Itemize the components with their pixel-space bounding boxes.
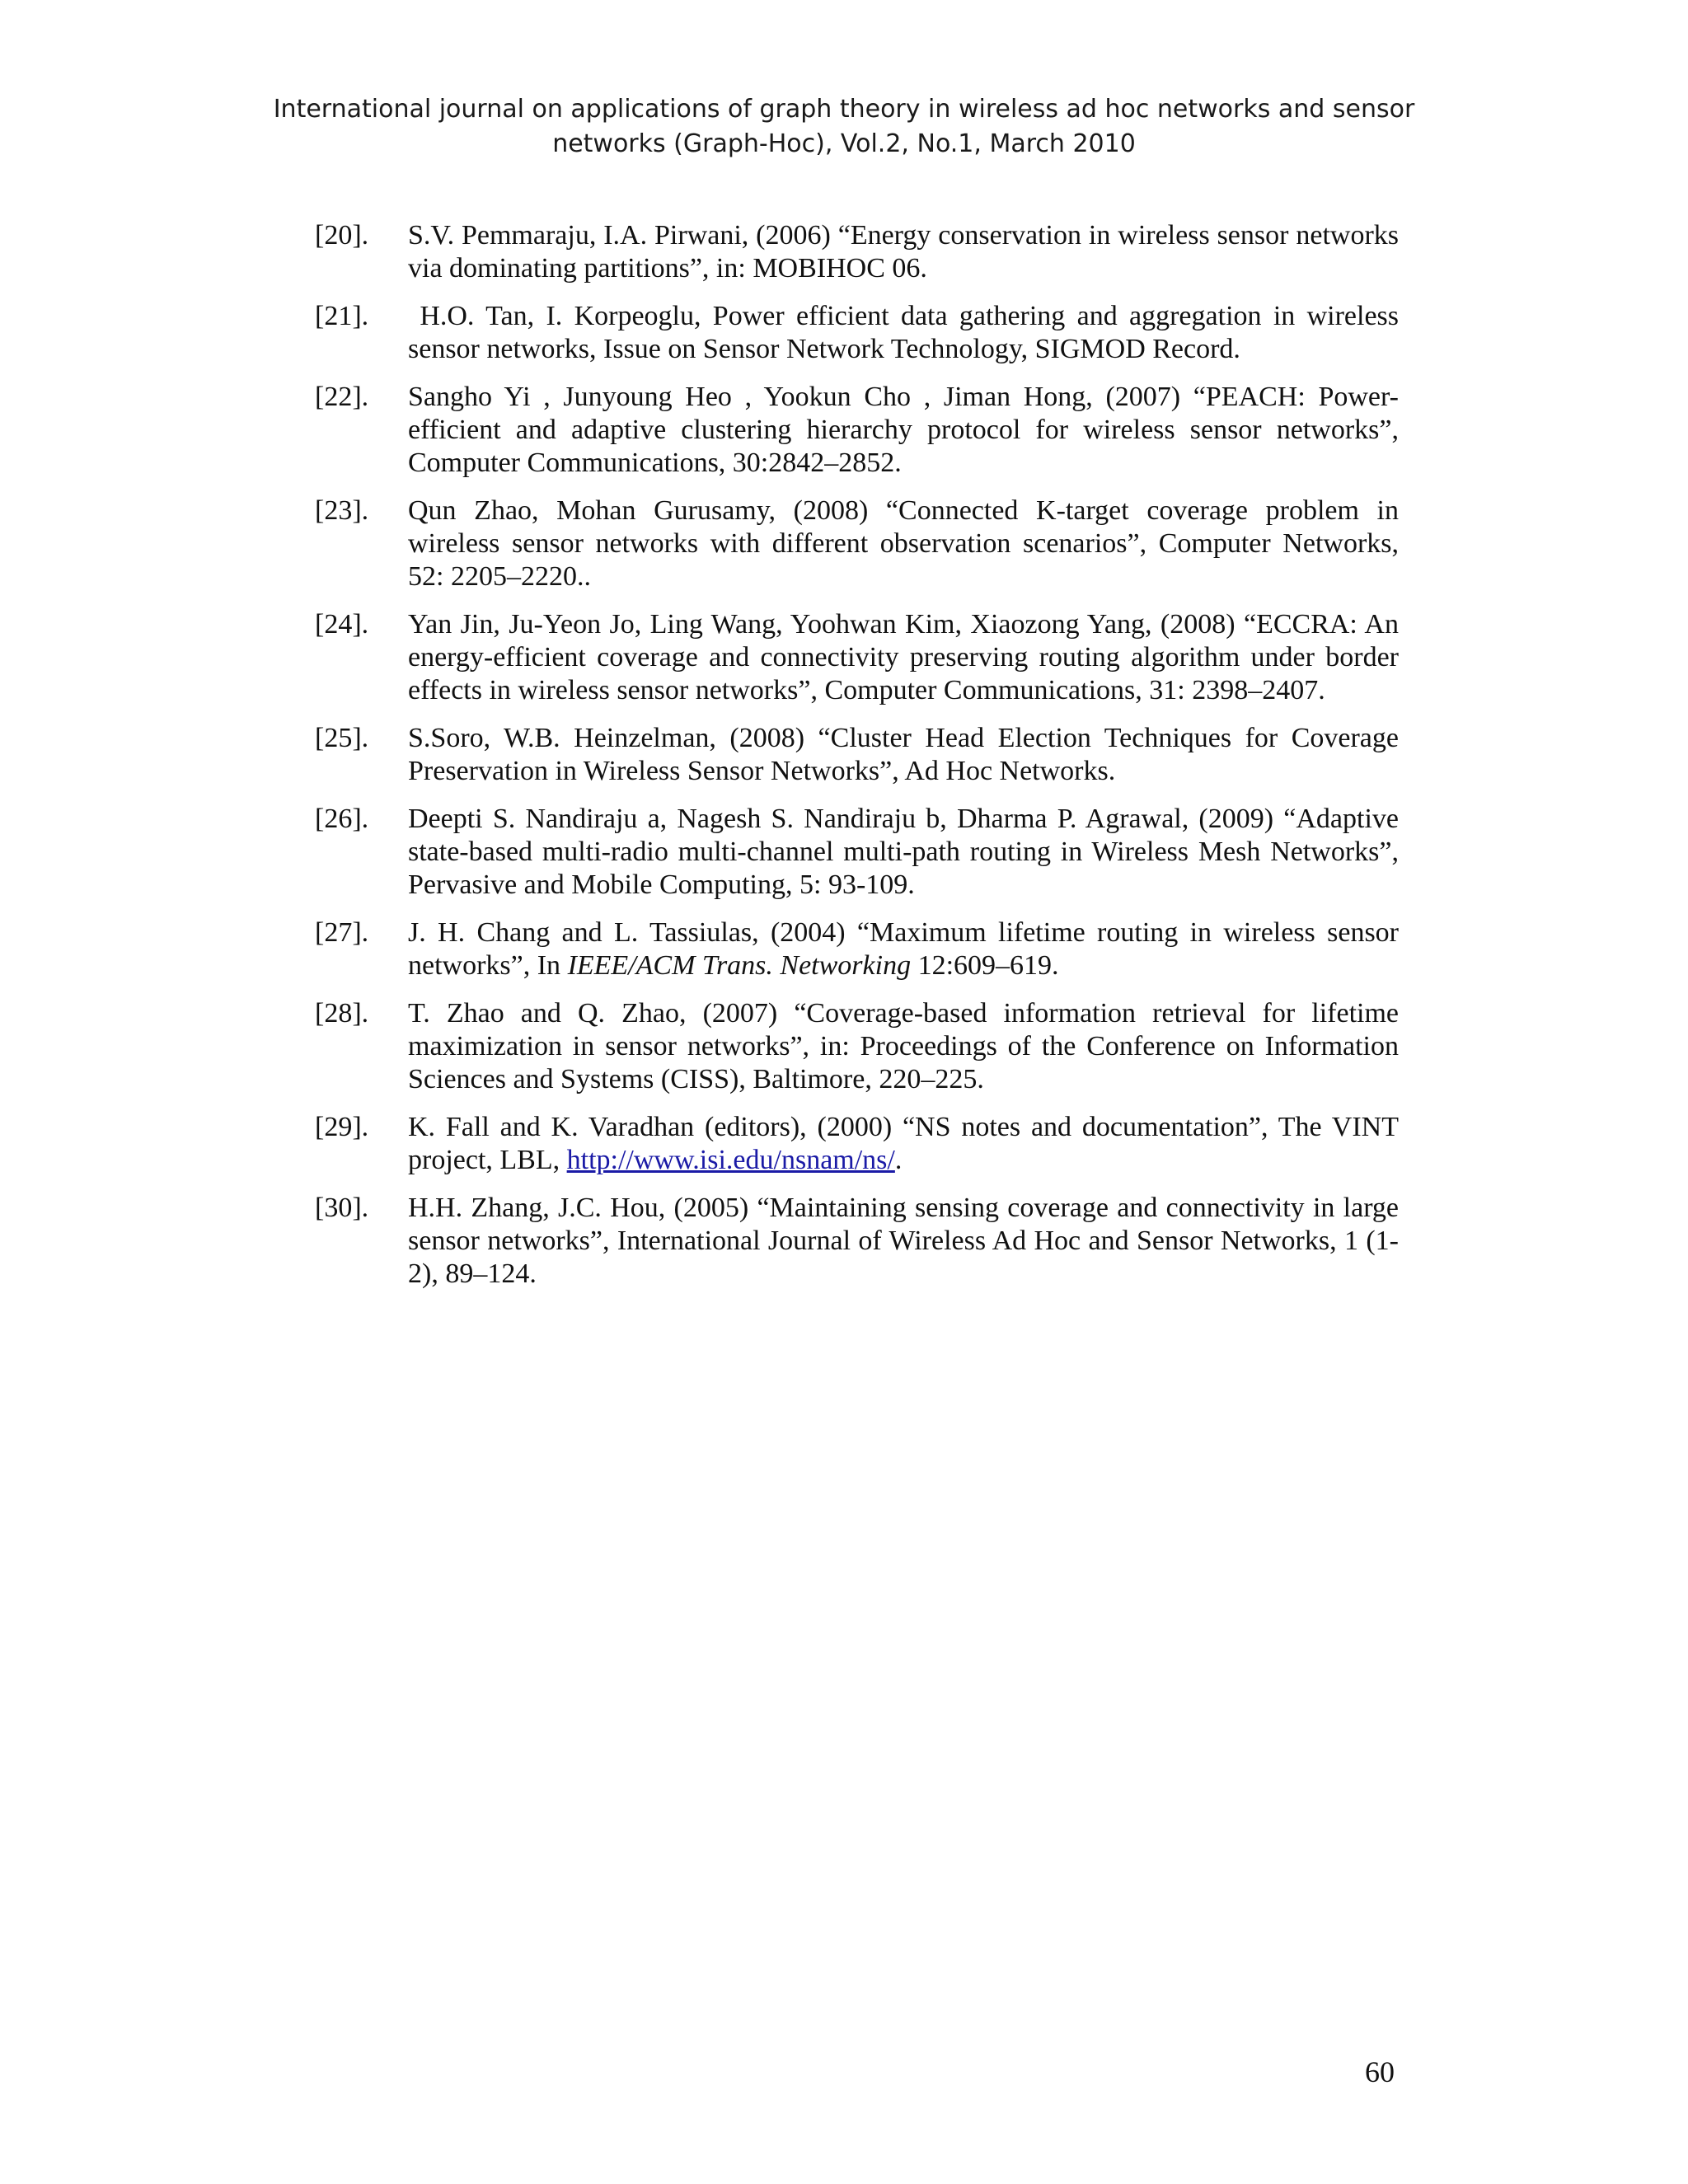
page-number: 60 — [1365, 2055, 1395, 2088]
reference-item — [315, 803, 1399, 902]
reference-item — [315, 608, 1399, 707]
reference-item — [315, 997, 1399, 1096]
running-header-line-2: networks (Graph-Hoc), Vol.2, No.1, March 2010 — [552, 129, 1136, 158]
reference-text: T. Zhao and Q. Zhao, (2007) “Coverage-based information retrieval for lifetime maximization in sensor networks”, in: Proceedings of the Conference on Information Sciences and Systems (CISS), Baltimore, 220–225. — [408, 998, 1399, 1094]
running-header — [0, 92, 1688, 162]
reference-number: [24]. — [315, 609, 369, 640]
reference-number: [21]. — [315, 301, 369, 331]
reference-number: [30]. — [315, 1193, 369, 1223]
reference-text: H.H. Zhang, J.C. Hou, (2005) “Maintaining sensing coverage and connectivity in large sensor networks”, International Journal of Wireless Ad Hoc and Sensor Networks, 1 (1-2), 89–124. — [408, 1193, 1399, 1289]
reference-text: Qun Zhao, Mohan Gurusamy, (2008) “Connected K-target coverage problem in wireless sensor networks with different observation scenarios”, Computer Networks, 52: 2205–2220.. — [408, 495, 1399, 592]
running-header-line-1: International journal on applications of graph theory in wireless ad hoc networks and sensor — [273, 95, 1415, 124]
reference-item — [315, 916, 1399, 982]
reference-list — [315, 219, 1406, 1305]
reference-text-start: K. Fall and K. Varadhan (editors), (2000) “NS notes and documentation”, The VINT project, LBL, — [408, 1112, 1399, 1175]
reference-text — [408, 916, 1399, 982]
reference-item — [315, 300, 1406, 366]
reference-text-start: J. H. Chang and L. Tassiulas, (2004) “Maximum lifetime routing in wireless sensor networks”, In — [408, 917, 1399, 981]
journal-title: IEEE/ACM Trans. Networking — [567, 950, 912, 981]
reference-number: [27]. — [315, 917, 369, 948]
reference-text: Sangho Yi , Junyoung Heo , Yookun Cho , Jiman Hong, (2007) “PEACH: Power-efficient and adaptive clustering hierarchy protocol for wireless sensor networks”, Computer Communications, 30:2842–2852. — [408, 382, 1399, 478]
reference-number: [22]. — [315, 382, 369, 412]
reference-text: S.V. Pemmaraju, I.A. Pirwani, (2006) “Energy conservation in wireless sensor networks via dominating partitions”, in: MOBIHOC 06. — [408, 220, 1399, 284]
reference-number: [23]. — [315, 495, 369, 526]
reference-item — [315, 494, 1399, 593]
reference-item — [315, 219, 1399, 285]
reference-item — [315, 1192, 1399, 1291]
reference-text-end: . — [894, 1145, 903, 1175]
reference-text: S.Soro, W.B. Heinzelman, (2008) “Cluster Head Election Techniques for Coverage Preservation in Wireless Sensor Networks”, Ad Hoc Networks. — [408, 723, 1399, 786]
ns-documentation-link[interactable]: http://www.isi.edu/nsnam/ns/ — [566, 1145, 895, 1175]
reference-number: [28]. — [315, 998, 369, 1029]
reference-number: [29]. — [315, 1112, 369, 1142]
reference-item — [315, 1111, 1399, 1177]
reference-text: Yan Jin, Ju-Yeon Jo, Ling Wang, Yoohwan Kim, Xiaozong Yang, (2008) “ECCRA: An energy-efficient coverage and connectivity preserving routing algorithm under border effects in wireless sensor networks”, Computer Communications, 31: 2398–2407. — [408, 609, 1399, 705]
reference-text: H.O. Tan, I. Korpeoglu, Power efficient data gathering and aggregation in wireless sensor networks, Issue on Sensor Network Technology, SIGMOD Record. — [408, 301, 1406, 364]
reference-text — [408, 1111, 1399, 1177]
reference-number: [25]. — [315, 723, 369, 753]
reference-item — [315, 722, 1399, 788]
reference-number: [20]. — [315, 220, 369, 251]
reference-text-end: 12:609–619. — [911, 950, 1059, 981]
reference-number: [26]. — [315, 804, 369, 834]
reference-item — [315, 381, 1399, 480]
reference-text: Deepti S. Nandiraju a, Nagesh S. Nandiraju b, Dharma P. Agrawal, (2009) “Adaptive state-based multi-radio multi-channel multi-path routing in Wireless Mesh Networks”, Pervasive and Mobile Computing, 5: 93-109. — [408, 804, 1399, 900]
